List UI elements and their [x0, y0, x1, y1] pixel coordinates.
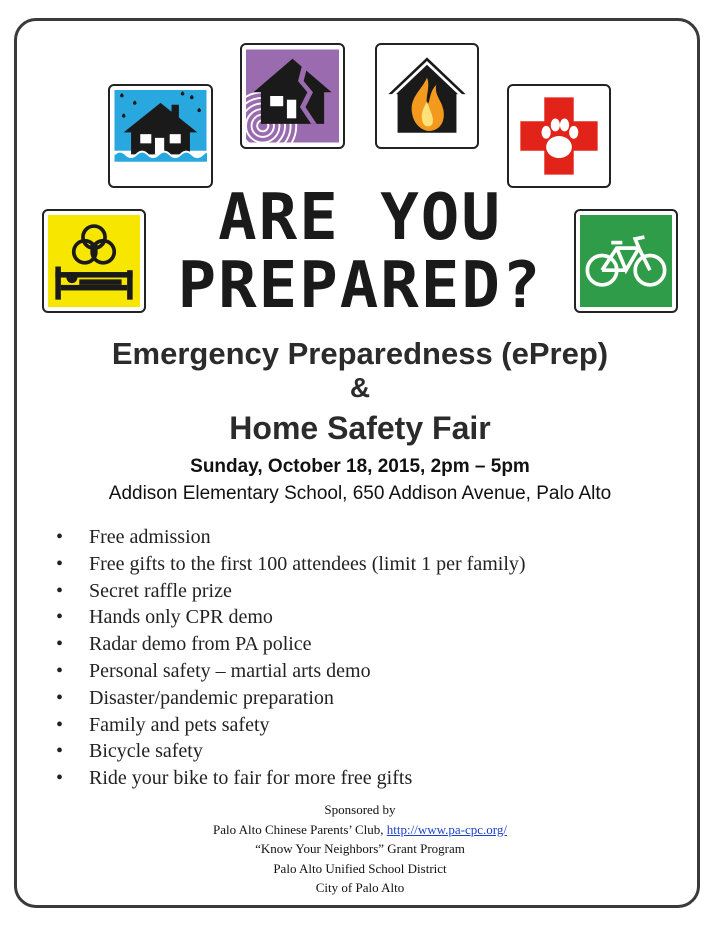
list-item-text: Hands only CPR demo: [89, 606, 273, 629]
list-item: [56, 765, 526, 792]
bullet-icon: •: [56, 606, 64, 629]
sponsor-club-link[interactable]: http://www.pa-cpc.org/: [386, 821, 508, 837]
list-item-text: Free gifts to the first 100 attendees (limit 1 per family): [89, 552, 526, 575]
event-subtitle: Home Safety Fair: [229, 410, 491, 446]
sponsor-club: [0, 820, 720, 840]
headline-line2: PREPARED?: [177, 249, 543, 323]
list-item: [56, 631, 526, 658]
bullet-icon: •: [56, 767, 64, 790]
list-item: [56, 712, 526, 739]
bullet-icon: •: [56, 579, 64, 602]
bullet-icon: •: [56, 659, 64, 682]
list-item-text: Radar demo from PA police: [89, 633, 312, 656]
bullet-icon: •: [56, 686, 64, 709]
sponsor-district: Palo Alto Unified School District: [273, 860, 447, 876]
bullet-icon: •: [56, 713, 64, 736]
list-item-text: Free admission: [89, 526, 211, 548]
headline-line1: ARE YOU: [218, 181, 502, 255]
list-item: [56, 578, 526, 605]
event-title: Emergency Preparedness (ePrep): [111, 336, 609, 371]
pet-first-aid-icon: [507, 84, 611, 188]
flood-icon: [108, 84, 213, 188]
list-item: [56, 658, 526, 685]
sponsor-program: “Know Your Neighbors” Grant Program: [255, 841, 465, 857]
list-item: [56, 551, 526, 578]
bullet-icon: •: [56, 526, 64, 548]
list-item-text: Secret raffle prize: [89, 579, 232, 602]
list-item: [56, 738, 526, 765]
bullet-icon: •: [56, 552, 64, 575]
list-item: [56, 524, 526, 551]
list-item-text: Disaster/pandemic preparation: [89, 686, 334, 709]
list-item-text: Personal safety – martial arts demo: [89, 659, 371, 682]
list-item-text: Ride your bike to fair for more free gifts: [89, 767, 413, 790]
sponsors-heading: Sponsored by: [324, 802, 396, 817]
fire-icon: [375, 43, 479, 149]
sponsors-block: [0, 800, 720, 898]
list-item-text: Family and pets safety: [89, 713, 270, 736]
list-item-text: Bicycle safety: [89, 740, 203, 763]
list-item: [56, 685, 526, 712]
event-date-time: Sunday, October 18, 2015, 2pm – 5pm: [190, 456, 530, 477]
sponsor-city: City of Palo Alto: [315, 880, 405, 896]
event-location: Addison Elementary School, 650 Addison Avenue, Palo Alto: [108, 483, 612, 504]
list-item: [56, 604, 526, 631]
sponsor-club-name: Palo Alto Chinese Parents’ Club,: [212, 821, 387, 837]
title-ampersand: &: [349, 372, 371, 403]
bullet-icon: •: [56, 740, 64, 763]
bullet-icon: •: [56, 633, 64, 656]
features-list: [56, 524, 526, 792]
earthquake-icon: [240, 43, 345, 149]
